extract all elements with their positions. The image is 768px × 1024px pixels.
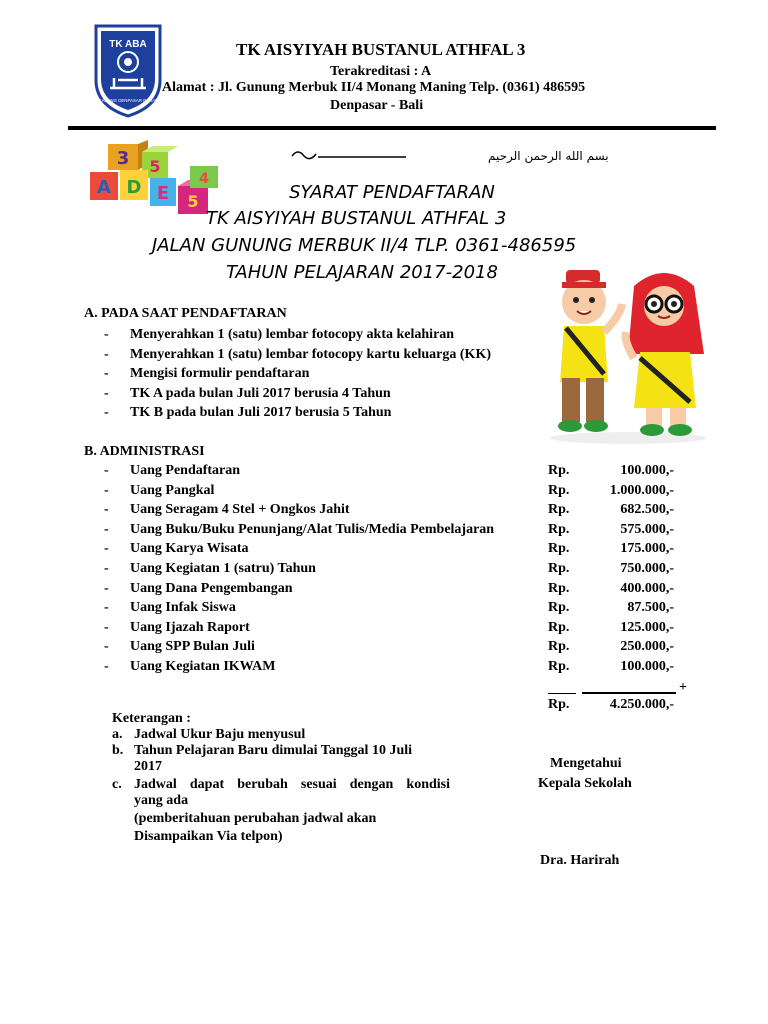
fee-label: Uang Ijazah Raport (130, 619, 250, 635)
currency-label: Rp. (548, 659, 570, 674)
fee-label: Uang Pangkal (130, 482, 215, 498)
fee-label: Uang Dana Pengembangan (130, 580, 293, 596)
bullet-dash: - (104, 521, 109, 537)
title-line-3: JALAN GUNUNG MERBUK II/4 TLP. 0361-486595 (152, 235, 577, 256)
bullet-dash: - (104, 463, 109, 478)
alphabet-blocks-illustration (86, 140, 224, 218)
title-line-2: TK AISYIYAH BUSTANUL ATHFAL 3 (206, 208, 507, 229)
total-currency: Rp. (548, 697, 570, 712)
note-c-text-4: Disampaikan Via telpon) (134, 829, 283, 844)
requirement-text: TK B pada bulan Juli 2017 berusia 5 Tahun (130, 405, 392, 420)
amount-value: 175.000,- (620, 541, 674, 557)
currency-label: Rp. (548, 561, 570, 576)
bullet-dash: - (104, 346, 109, 362)
currency-label: Rp. (548, 521, 570, 537)
note-c (112, 777, 450, 845)
total-amount: 4.250.000,- (609, 697, 674, 712)
fee-label: Uang Seragam 4 Stel + Ongkos Jahit (130, 502, 350, 518)
note-a-letter: a. (112, 727, 123, 742)
section-a-heading: A. PADA SAAT PENDAFTARAN (84, 306, 287, 321)
bullet-dash: - (104, 502, 109, 518)
fee-label: Uang Infak Siswa (130, 600, 236, 616)
amount-value: 100.000,- (620, 659, 674, 674)
fee-label: Uang Buku/Buku Penunjang/Alat Tulis/Media Pembelajaran (130, 521, 495, 537)
amount-value: 750.000,- (620, 561, 674, 576)
note-b-text-1: Tahun Pelajaran Baru dimulai Tanggal 10 Juli (134, 743, 413, 758)
svg-text:3: 3 (116, 148, 130, 169)
note-a (112, 727, 450, 743)
requirement-text: Mengisi formulir pendaftaran (130, 366, 310, 381)
sum-line-short (548, 693, 576, 694)
fee-label: Uang Pendaftaran (130, 463, 241, 478)
bullet-dash: - (104, 327, 109, 342)
bullet-dash: - (104, 639, 109, 655)
fee-label: Uang Kegiatan IKWAM (130, 659, 276, 674)
svg-text:E: E (156, 183, 170, 204)
currency-label: Rp. (548, 580, 570, 596)
signature-name: Dra. Harirah (540, 853, 620, 868)
svg-text:TK ABA: TK ABA (109, 39, 147, 50)
currency-label: Rp. (548, 463, 570, 478)
bullet-dash: - (104, 659, 109, 674)
fee-label: Uang Karya Wisata (130, 541, 249, 557)
amount-value: 125.000,- (620, 619, 674, 635)
note-b-letter: b. (112, 743, 124, 758)
fee-label: Uang Kegiatan 1 (satru) Tahun (130, 561, 316, 576)
currency-label: Rp. (548, 619, 570, 635)
school-address: Alamat : Jl. Gunung Merbuk II/4 Monang Maning Telp. (0361) 486595 (162, 80, 586, 95)
sum-plus-sign: + (679, 680, 687, 695)
bullet-dash: - (104, 619, 109, 635)
signature-known: Mengetahui (550, 756, 622, 771)
bullet-dash: - (104, 482, 109, 498)
amount-value: 682.500,- (620, 502, 674, 518)
currency-label: Rp. (548, 541, 570, 557)
muslim-kids-illustration (548, 262, 710, 444)
section-b-heading: B. ADMINISTRASI (84, 444, 205, 459)
school-logo (92, 22, 164, 118)
currency-label: Rp. (548, 600, 570, 616)
signature-role: Kepala Sekolah (538, 776, 632, 791)
bullet-dash: - (104, 561, 109, 576)
school-name: TK AISYIYAH BUSTANUL ATHFAL 3 (236, 40, 526, 59)
bismillah-calligraphy (288, 142, 609, 166)
requirement-text: Menyerahkan 1 (satu) lembar fotocopy kartu keluarga (KK) (130, 346, 491, 362)
svg-text:D: D (126, 177, 142, 198)
svg-text:4: 4 (199, 171, 209, 187)
accreditation: Terakreditasi : A (330, 64, 432, 79)
note-c-text-3: (pemberitahuan perubahan jadwal akan (134, 811, 377, 826)
note-c-text-1: Jadwal dapat berubah sesuai dengan kondisi (134, 777, 450, 792)
requirement-text: TK A pada bulan Juli 2017 berusia 4 Tahun (130, 385, 391, 401)
svg-text:5: 5 (187, 192, 199, 211)
amount-value: 250.000,- (620, 639, 674, 655)
header-divider (68, 126, 716, 130)
note-a-text: Jadwal Ukur Baju menyusul (134, 727, 306, 742)
svg-text:CABANG DENPASAR BARAT: CABANG DENPASAR BARAT (98, 98, 158, 103)
bullet-dash: - (104, 541, 109, 557)
note-c-letter: c. (112, 777, 122, 792)
amount-value: 87.500,- (627, 600, 674, 616)
sum-line (582, 692, 676, 694)
svg-text:5: 5 (149, 157, 161, 176)
requirement-text: Menyerahkan 1 (satu) lembar fotocopy akta kelahiran (130, 327, 455, 342)
currency-label: Rp. (548, 639, 570, 655)
amount-value: 100.000,- (620, 463, 674, 478)
title-line-1: SYARAT PENDAFTARAN (289, 182, 495, 203)
note-b (112, 743, 450, 775)
note-b-text-2: 2017 (134, 759, 162, 774)
amount-value: 400.000,- (620, 580, 674, 596)
title-line-4: TAHUN PELAJARAN 2017-2018 (226, 262, 498, 283)
fee-label: Uang SPP Bulan Juli (130, 639, 255, 655)
bullet-dash: - (104, 580, 109, 596)
svg-text:A: A (97, 177, 111, 198)
currency-label: Rp. (548, 482, 570, 498)
notes-heading: Keterangan : (112, 711, 191, 726)
svg-text:بسم الله الرحمن الرحيم: بسم الله الرحمن الرحيم (488, 149, 609, 163)
currency-label: Rp. (548, 502, 570, 518)
bullet-dash: - (104, 366, 109, 381)
note-c-text-2: yang ada (134, 793, 189, 808)
amount-value: 575.000,- (620, 521, 674, 537)
amount-value: 1.000.000,- (609, 482, 674, 498)
school-city: Denpasar - Bali (330, 98, 424, 113)
bullet-dash: - (104, 405, 109, 420)
bullet-dash: - (104, 385, 109, 401)
bullet-dash: - (104, 600, 109, 616)
